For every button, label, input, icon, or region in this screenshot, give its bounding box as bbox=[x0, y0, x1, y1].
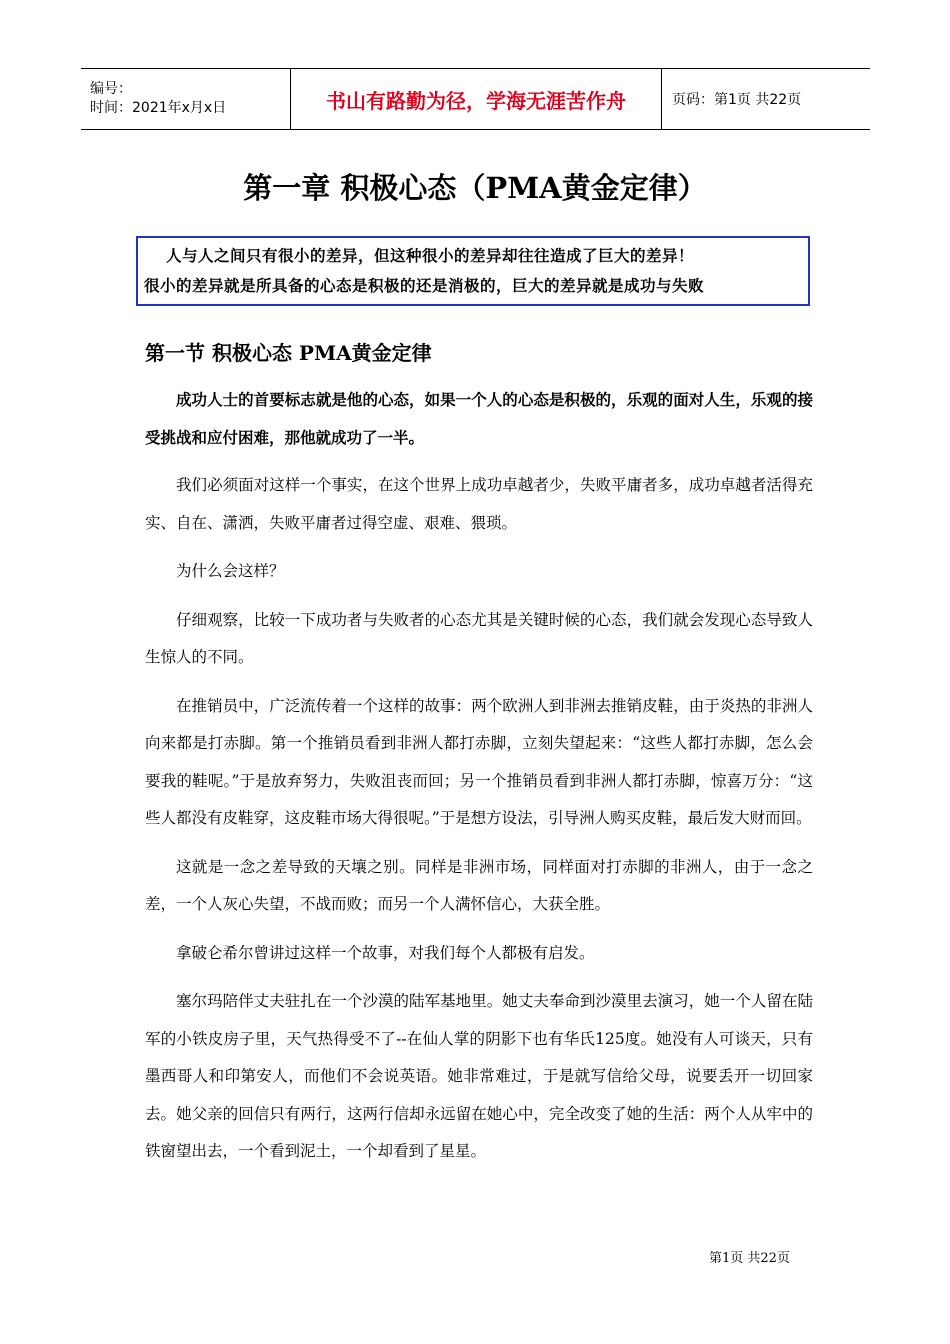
paragraph: 塞尔玛陪伴丈夫驻扎在一个沙漠的陆军基地里。她丈夫奉命到沙漠里去演习，她一个人留在陆军的小铁皮房子里，天气热得受不了--在仙人掌的阴影下也有华氏125度。她没有人可谈天，只有墨西哥人和印第安人，而他们不会说英语。她非常难过，于是就写信给父母，说要丢开一切回家去。她父亲的回信只有两行，这两行信却永远留在她心中，完全改变了她的生活：两个人从牢中的铁窗望出去，一个看到泥土，一个却看到了星星。 bbox=[145, 992, 813, 1160]
paragraph: 拿破仑希尔曾讲过这样一个故事，对我们每个人都极有启发。 bbox=[176, 943, 595, 962]
paragraph: 为什么会这样？ bbox=[176, 562, 285, 580]
chapter-title: 第一章 积极心态（PMA黄金定律） bbox=[243, 171, 707, 205]
paragraph: 仔细观察，比较一下成功者与失败者的心态尤其是关键时候的心态，我们就会发现心态导致人生惊人的不同。 bbox=[145, 610, 813, 666]
paragraph: 在推销员中，广泛流传着一个这样的故事：两个欧洲人到非洲去推销皮鞋，由于炎热的非洲人向来都是打赤脚。第一个推销员看到非洲人都打赤脚，立刻失望起来：“这些人都打赤脚，怎么会要我的鞋呢。”于是放弃努力，失败沮丧而回；另一个推销员看到非洲人都打赤脚，惊喜万分：“这些人都没有皮鞋穿，这皮鞋市场大得很呢。”于是想方设法，引导洲人购买皮鞋，最后发大财而回。 bbox=[145, 696, 813, 827]
section-title: 第一节 积极心态 PMA黄金定律 bbox=[145, 341, 432, 365]
header-motto: 书山有路勤为径，学海无涯苦作舟 bbox=[290, 69, 662, 129]
header-meta bbox=[81, 69, 290, 129]
quote-box bbox=[136, 236, 810, 306]
serial-label: 编号： bbox=[90, 81, 132, 97]
page-header bbox=[81, 68, 870, 130]
date-label: 时间：2021年x月x日 bbox=[90, 100, 227, 116]
quote-line-1: 人与人之间只有很小的差异，但这种很小的差异却往往造成了巨大的差异！ bbox=[166, 246, 695, 265]
header-page-info: 页码：第1页 共22页 bbox=[672, 92, 802, 108]
body-text bbox=[145, 381, 813, 1182]
page-footer: 第1页 共22页 bbox=[709, 1251, 790, 1266]
lead-paragraph: 成功人士的首要标志就是他的心态，如果一个人的心态是积极的，乐观的面对人生，乐观的接受挑战和应付困难，那他就成功了一半。 bbox=[145, 390, 813, 447]
paragraph: 我们必须面对这样一个事实，在这个世界上成功卓越者少，失败平庸者多，成功卓越者活得充实、自在、潇洒，失败平庸者过得空虚、艰难、猥琐。 bbox=[145, 476, 813, 532]
quote-line-2: 很小的差异就是所具备的心态是积极的还是消极的，巨大的差异就是成功与失败 bbox=[144, 276, 705, 295]
paragraph: 这就是一念之差导致的天壤之别。同样是非洲市场，同样面对打赤脚的非洲人，由于一念之差，一个人灰心失望，不战而败；而另一个人满怀信心，大获全胜。 bbox=[145, 857, 813, 913]
